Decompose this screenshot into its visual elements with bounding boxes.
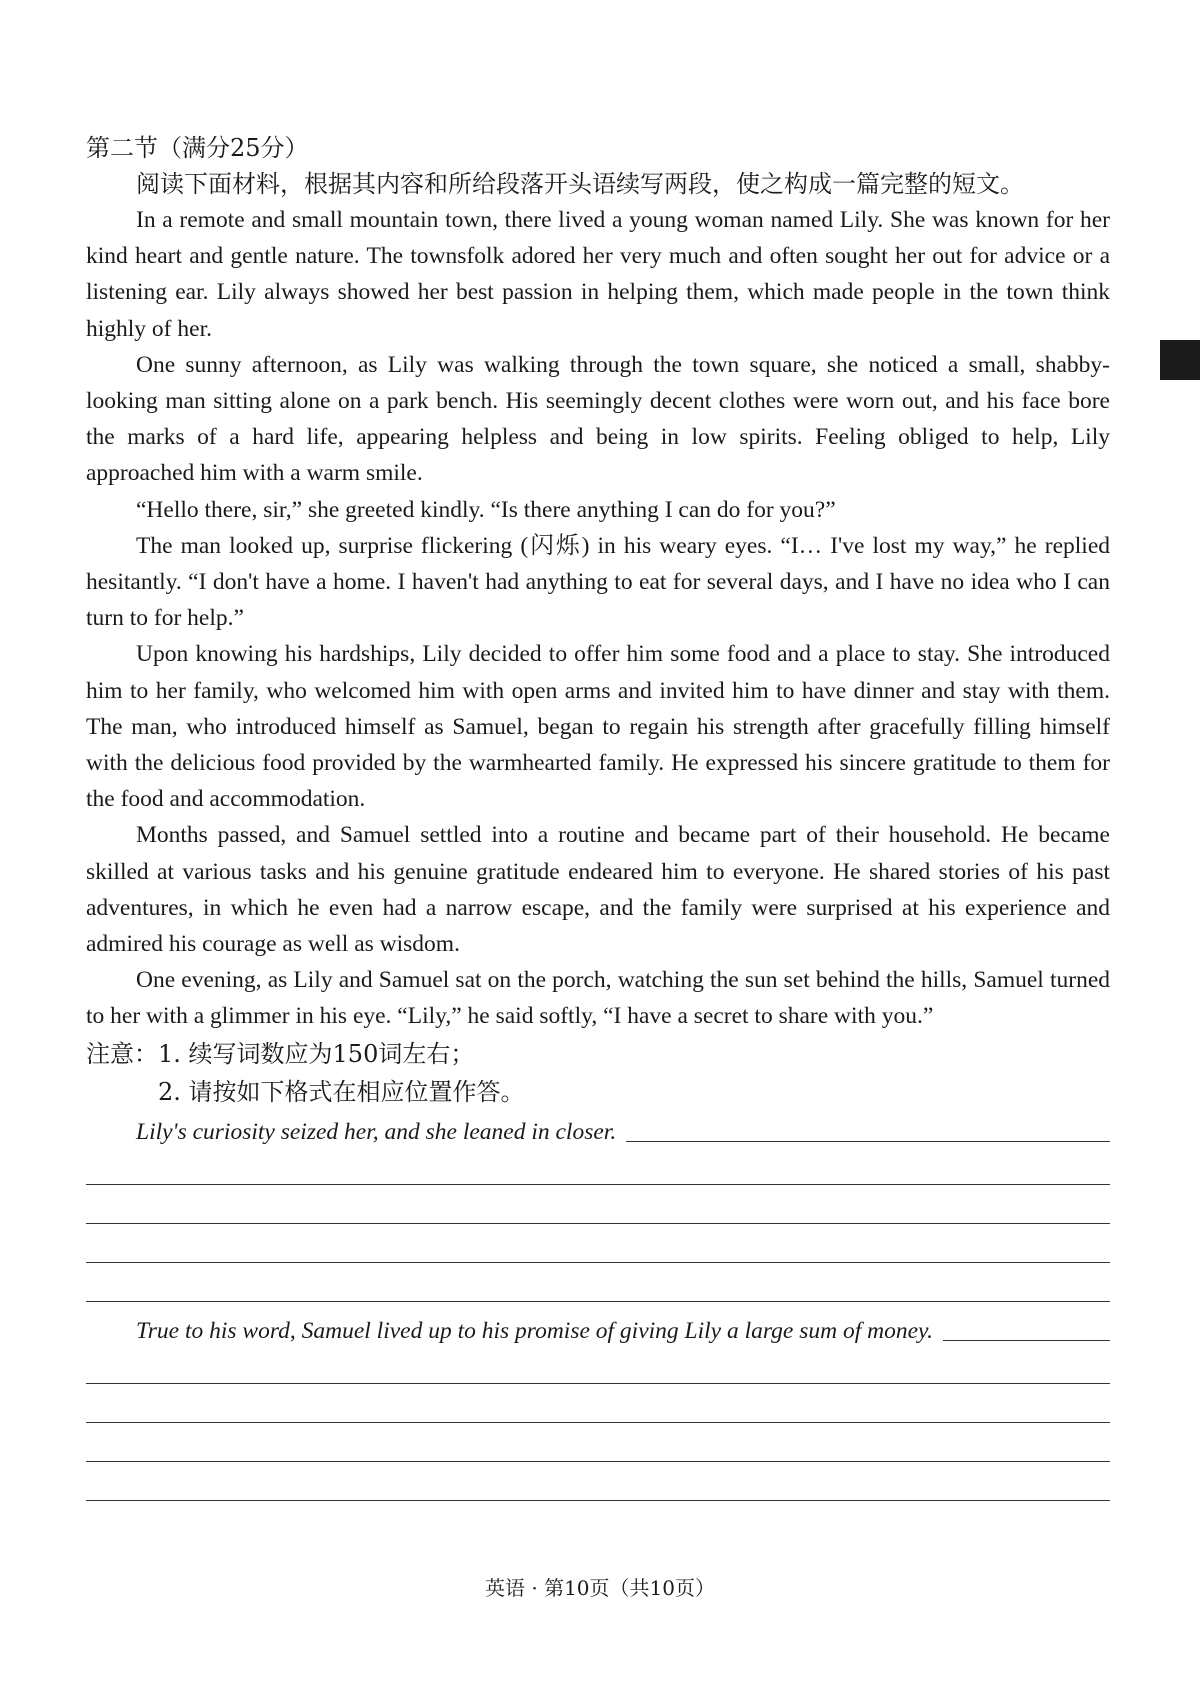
story-paragraph: The man looked up, surprise flickering (闪烁) in his weary eyes. “I… I've lost my way,” he replied hesitantly. “I don't have a home. I haven't had anything to eat for several days, and I have no idea who I can turn to for help.”: [86, 532, 1110, 632]
story-paragraph: Months passed, and Samuel settled into a routine and became part of their household. He became skilled at various tasks and his genuine gratitude endeared him to everyone. He shared stories of his past adventures, in which he even had a narrow escape, and the family were surprised at his experience and admired his courage as well as wisdom.: [86, 822, 1110, 958]
answer-line[interactable]: [86, 1462, 1110, 1501]
instruction-text: 阅读下面材料，根据其内容和所给段落开头语续写两段，使之构成一篇完整的短文。: [136, 170, 1024, 198]
paragraph2-start: [86, 1318, 1110, 1345]
note-label: 注意：: [86, 1039, 158, 1068]
answer-line[interactable]: [86, 1423, 1110, 1462]
note-item-2: 2. 请按如下格式在相应位置作答。: [158, 1077, 525, 1106]
story-paragraph: “Hello there, sir,” she greeted kindly. “Is there anything I can do for you?”: [136, 496, 836, 523]
story-paragraph: In a remote and small mountain town, there lived a young woman named Lily. She was known for her kind heart and gentle nature. The townsfolk adored her very much and often sought her out for advice or a listening ear. Lily always showed her best passion in helping them, which made people in the town think highly of her.: [86, 207, 1110, 342]
answer-line[interactable]: [943, 1339, 1110, 1341]
paragraph2-opening: True to his word, Samuel lived up to his promise of giving Lily a large sum of money.: [136, 1317, 934, 1344]
answer-line[interactable]: [86, 1345, 1110, 1384]
story-paragraph: Upon knowing his hardships, Lily decided to offer him some food and a place to stay. She introduced him to her family, who welcomed him with open arms and invited him to have dinner and stay with them. The man, who introduced himself as Samuel, began to regain his strength after gracefully filling himself with the delicious food provided by the warmhearted family. He expressed his sincere gratitude to them for the food and accommodation.: [86, 641, 1110, 813]
answer-line[interactable]: [86, 1146, 1110, 1185]
page-footer: 英语 · 第10页（共10页）: [485, 1576, 715, 1600]
answer-line[interactable]: [86, 1263, 1110, 1302]
paragraph1-start: [86, 1119, 1110, 1146]
paragraph1-opening: Lily's curiosity seized her, and she leaned in closer.: [136, 1118, 617, 1145]
answer-line[interactable]: [86, 1185, 1110, 1224]
note-item-1: 注意：1. 续写词数应为150词左右；: [86, 1039, 475, 1068]
exam-page: [86, 130, 1110, 1501]
answer-line[interactable]: [626, 1140, 1110, 1142]
answer-line[interactable]: [86, 1384, 1110, 1423]
page-edge-marker: [1160, 340, 1200, 380]
answer-line[interactable]: [86, 1224, 1110, 1263]
section-title: 第二节（满分25分）: [86, 134, 309, 162]
story-paragraph: One evening, as Lily and Samuel sat on the porch, watching the sun set behind the hills, Samuel turned to her with a glimmer in his eye. “Lily,” he said softly, “I have a secret to share with you.”: [86, 967, 1110, 1030]
story-paragraph: One sunny afternoon, as Lily was walking through the town square, she noticed a small, shabby-looking man sitting alone on a park bench. His seemingly decent clothes were worn out, and his face bore the marks of a hard life, appearing helpless and being in low spirits. Feeling obliged to help, Lily approached him with a warm smile.: [86, 351, 1110, 487]
